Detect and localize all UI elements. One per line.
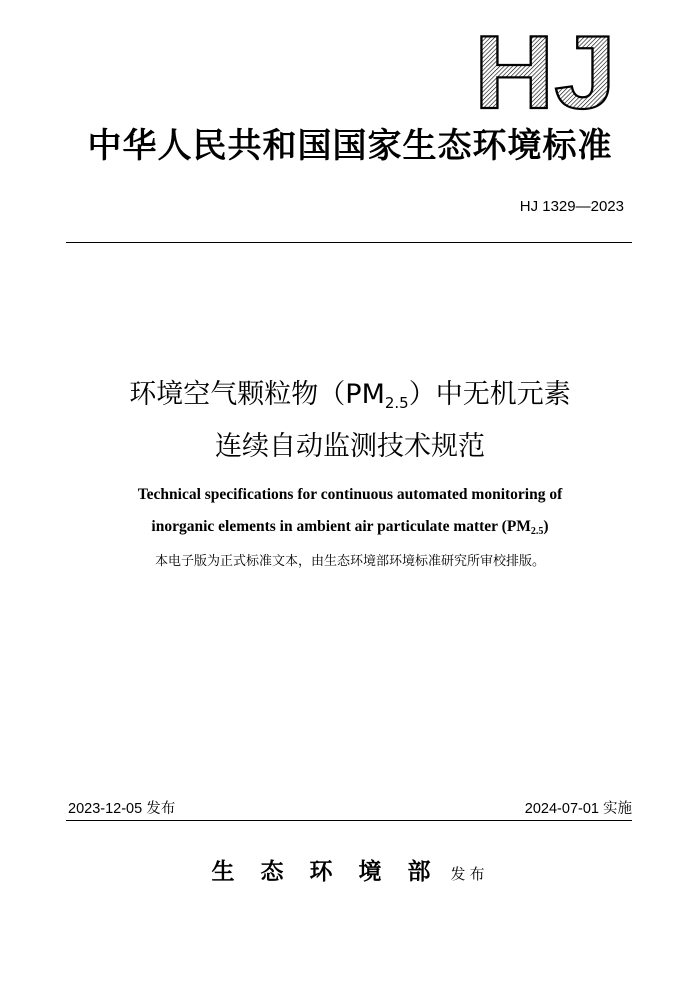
issue-date: 2023-12-05 发布	[68, 801, 176, 817]
title-en-line1: Technical specifications for continuous automated monitoring of	[137, 486, 563, 503]
title-en-line2	[0, 518, 700, 536]
hj-logo	[472, 30, 618, 112]
bottom-divider	[66, 820, 632, 821]
title-cn-subscript: 2.5	[384, 394, 409, 412]
title-cn-line1-tail: ）中无机元素	[408, 379, 571, 410]
title-en-line2-text: inorganic elements in ambient air particulate matter (PM	[151, 518, 531, 535]
standard-number: HJ 1329—2023	[519, 198, 624, 215]
electronic-version-notice: 本电子版为正式标准文本，由生态环境部环境标准研究所审校排版。	[154, 554, 545, 569]
title-en-line2-tail: )	[543, 518, 549, 535]
title-cn-line1-text: 环境空气颗粒物（PM	[129, 379, 385, 410]
issuer-line	[0, 853, 700, 886]
title-en-subscript: 2.5	[530, 526, 544, 537]
issuer-name: 生态环境部	[211, 858, 457, 885]
issuer-suffix: 发布	[450, 865, 489, 883]
title-cn-line2: 连续自动监测技术规范	[215, 431, 485, 462]
logo-text: HJ	[474, 30, 616, 112]
title-cn-line1	[0, 372, 700, 411]
top-divider	[66, 242, 632, 243]
implementation-date: 2024-07-01 实施	[524, 801, 632, 817]
issuer-title: 中华人民共和国国家生态环境标准	[87, 126, 613, 166]
